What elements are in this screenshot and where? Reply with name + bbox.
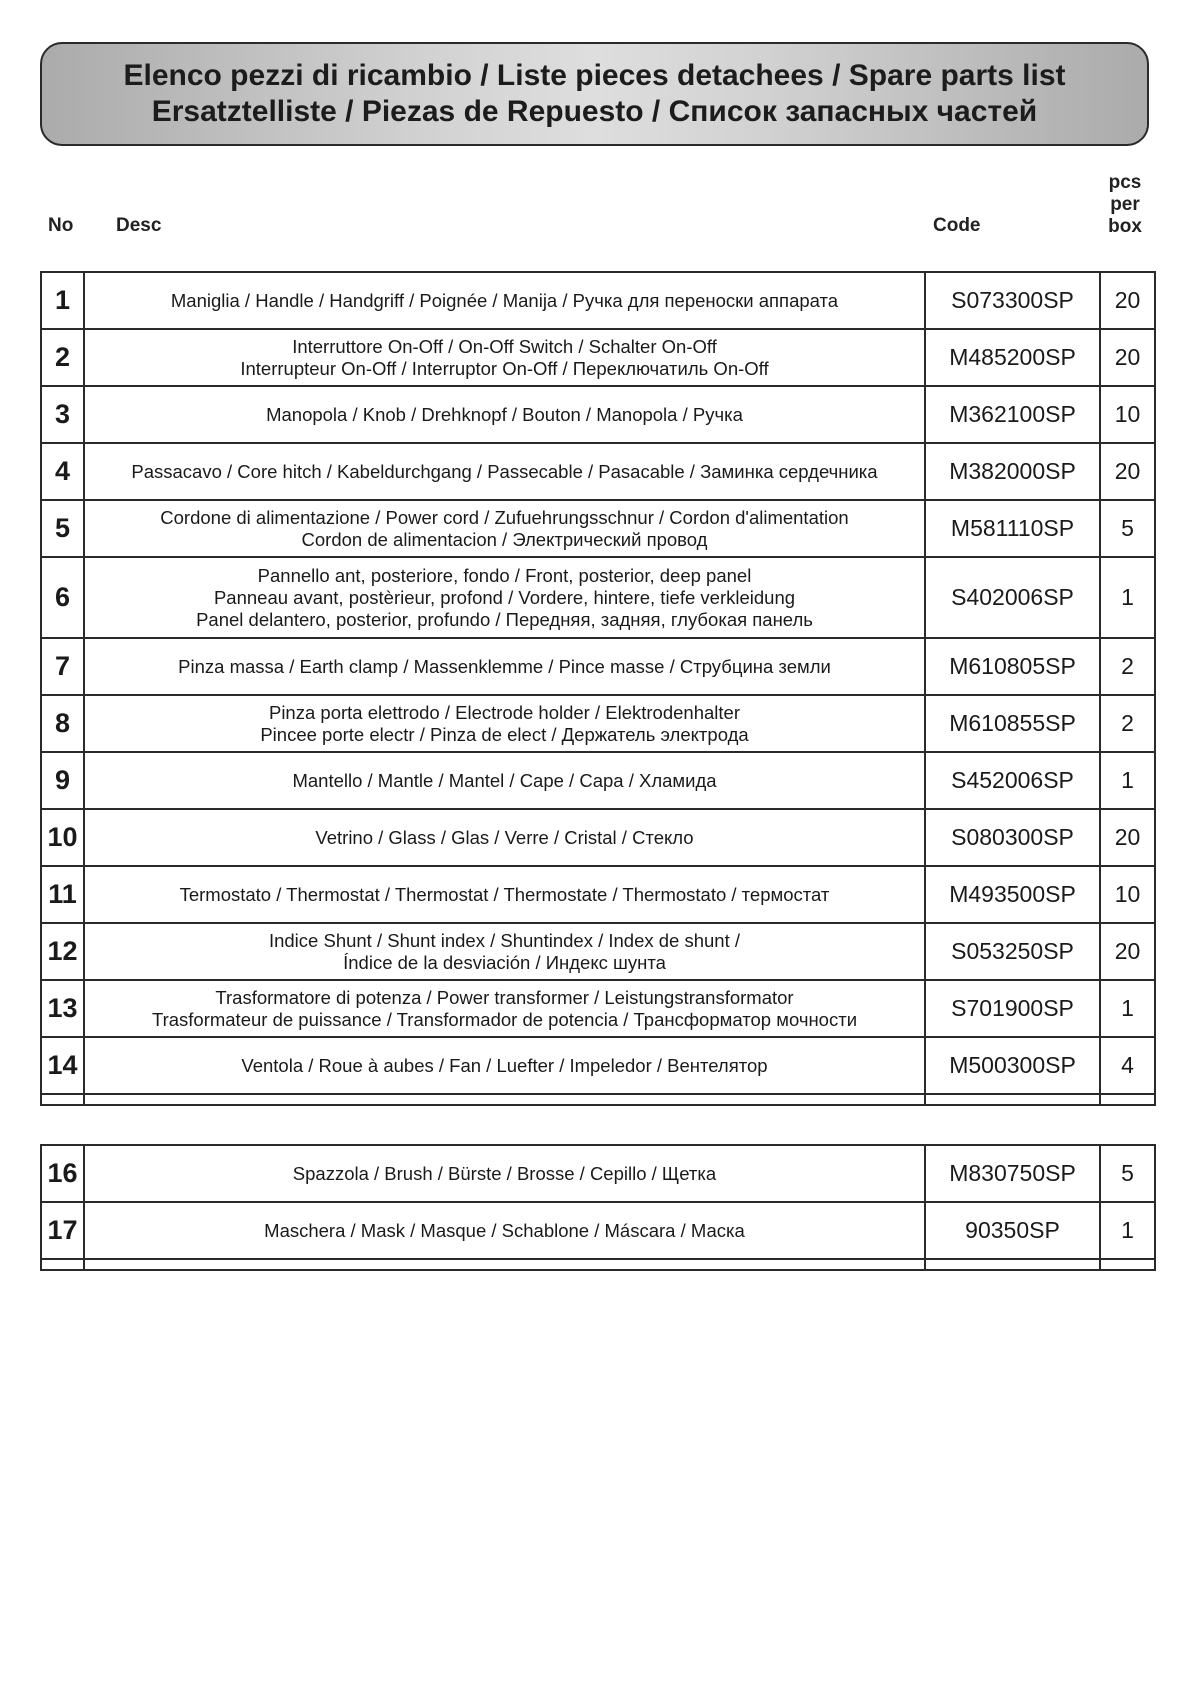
part-description <box>84 443 925 500</box>
empty-cell <box>925 1259 1100 1270</box>
part-code: M493500SP <box>925 866 1100 923</box>
part-number: 3 <box>41 386 84 443</box>
part-code: S452006SP <box>925 752 1100 809</box>
part-description <box>84 980 925 1037</box>
pcs-per-box: 5 <box>1100 500 1155 557</box>
part-number: 10 <box>41 809 84 866</box>
pcs-per-box: 2 <box>1100 638 1155 695</box>
part-code: M610855SP <box>925 695 1100 752</box>
part-number: 5 <box>41 500 84 557</box>
part-description <box>84 866 925 923</box>
pcs-per-box: 4 <box>1100 1037 1155 1094</box>
part-description-line: Interruttore On-Off / On-Off Switch / Schalter On-Off <box>292 335 717 357</box>
table-row <box>41 500 1155 557</box>
pcs-per-box: 20 <box>1100 272 1155 329</box>
pcs-per-box: 1 <box>1100 980 1155 1037</box>
part-description-line: Cordone di alimentazione / Power cord / Zufuehrungsschnur / Cordon d'alimentation <box>160 506 849 528</box>
part-description-line: Trasformateur de puissance / Transformador de potencia / Трансформатор мочности <box>151 1008 858 1030</box>
table-row <box>41 272 1155 329</box>
pcs-per-box: 20 <box>1100 329 1155 386</box>
part-description <box>84 638 925 695</box>
part-description <box>84 500 925 557</box>
part-number: 17 <box>41 1202 84 1259</box>
part-code: 90350SP <box>925 1202 1100 1259</box>
title-banner <box>40 42 1149 146</box>
part-code: S073300SP <box>925 272 1100 329</box>
part-description-line: Panel delantero, posterior, profundo / Передняя, задняя, глубокая панель <box>196 608 813 630</box>
parts-table-main <box>40 271 1156 1106</box>
pcs-per-box: 10 <box>1100 386 1155 443</box>
part-code: S701900SP <box>925 980 1100 1037</box>
part-description-line: Pinza massa / Earth clamp / Massenklemme / Pince masse / Струбцина земли <box>178 655 831 677</box>
part-description-line: Mantello / Mantle / Mantel / Cape / Capa / Хламида <box>292 769 717 791</box>
part-description-line: Termostato / Thermostat / Thermostat / Thermostate / Thermostato / термостат <box>179 883 830 905</box>
pcs-per-box: 1 <box>1100 557 1155 638</box>
part-description <box>84 923 925 980</box>
parts-table-secondary <box>40 1144 1156 1271</box>
table-row <box>41 752 1155 809</box>
part-code: M382000SP <box>925 443 1100 500</box>
part-code: M830750SP <box>925 1145 1100 1202</box>
table-row <box>41 695 1155 752</box>
part-description-line: Panneau avant, postèrieur, profond / Vordere, hintere, tiefe verkleidung <box>213 586 796 608</box>
part-code: S402006SP <box>925 557 1100 638</box>
part-description <box>84 386 925 443</box>
part-description-line: Maniglia / Handle / Handgriff / Poignée / Manija / Ручка для переноски аппарата <box>170 289 839 311</box>
part-description-line: Pannello ant, posteriore, fondo / Front, posterior, deep panel <box>257 564 752 586</box>
part-description <box>84 1145 925 1202</box>
part-code: S053250SP <box>925 923 1100 980</box>
part-description <box>84 695 925 752</box>
title-line-1: Elenco pezzi di ricambio / Liste pieces detachees / Spare parts list <box>123 59 1066 92</box>
part-description-line: Pincee porte electr / Pinza de elect / Держатель электрода <box>260 723 749 745</box>
part-code: M610805SP <box>925 638 1100 695</box>
table-row <box>41 923 1155 980</box>
empty-cell <box>1100 1094 1155 1105</box>
table-row <box>41 866 1155 923</box>
part-code: M485200SP <box>925 329 1100 386</box>
empty-cell <box>41 1259 84 1270</box>
part-description <box>84 1037 925 1094</box>
pcs-per-box: 2 <box>1100 695 1155 752</box>
part-number: 14 <box>41 1037 84 1094</box>
parts-table-main-body <box>41 272 1155 1105</box>
part-number: 7 <box>41 638 84 695</box>
pcs-per-box: 1 <box>1100 752 1155 809</box>
column-header-code: Code <box>933 215 981 236</box>
part-code: S080300SP <box>925 809 1100 866</box>
pcs-per-box: 1 <box>1100 1202 1155 1259</box>
table-row <box>41 557 1155 638</box>
part-description-line: Maschera / Mask / Masque / Schablone / Máscara / Маска <box>264 1219 745 1241</box>
part-description-line: Vetrino / Glass / Glas / Verre / Cristal / Стекло <box>315 826 694 848</box>
column-header-pcs-line: pcs <box>1108 172 1142 193</box>
part-description-line: Indice Shunt / Shunt index / Shuntindex / Index de shunt / <box>268 929 741 951</box>
table-filler-row <box>41 1259 1155 1270</box>
part-number: 13 <box>41 980 84 1037</box>
empty-cell <box>41 1094 84 1105</box>
part-description-line: Cordon de alimentacion / Электрический провод <box>301 528 708 550</box>
pcs-per-box: 20 <box>1100 443 1155 500</box>
column-header-pcs-line: per <box>1110 194 1140 215</box>
parts-table-secondary-body <box>41 1145 1155 1270</box>
part-number: 16 <box>41 1145 84 1202</box>
empty-cell <box>1100 1259 1155 1270</box>
part-description-line: Interrupteur On-Off / Interruptor On-Off / Переключатиль On-Off <box>240 357 769 379</box>
title-line-2: Ersatztelliste / Piezas de Repuesto / Список запасных частей <box>151 95 1038 128</box>
part-code: M500300SP <box>925 1037 1100 1094</box>
part-description <box>84 329 925 386</box>
part-description <box>84 1202 925 1259</box>
table-row <box>41 1202 1155 1259</box>
part-description <box>84 809 925 866</box>
part-number: 11 <box>41 866 84 923</box>
part-number: 2 <box>41 329 84 386</box>
table-row <box>41 980 1155 1037</box>
part-description-line: Manopola / Knob / Drehknopf / Bouton / Manopola / Ручка <box>266 403 743 425</box>
part-code: M362100SP <box>925 386 1100 443</box>
part-number: 1 <box>41 272 84 329</box>
part-description-line: Pinza porta elettrodo / Electrode holder / Elektrodenhalter <box>268 701 740 723</box>
part-description <box>84 752 925 809</box>
pcs-per-box: 20 <box>1100 809 1155 866</box>
part-number: 8 <box>41 695 84 752</box>
pcs-per-box: 10 <box>1100 866 1155 923</box>
table-row <box>41 1037 1155 1094</box>
column-header-desc: Desc <box>116 215 162 236</box>
empty-cell <box>84 1094 925 1105</box>
table-row <box>41 809 1155 866</box>
table-row <box>41 386 1155 443</box>
column-header-pcs-line: box <box>1108 216 1142 237</box>
part-description-line: Spazzola / Brush / Bürste / Brosse / Cepillo / Щетка <box>292 1162 717 1184</box>
part-description-line: Trasformatore di potenza / Power transformer / Leistungstransformator <box>215 986 794 1008</box>
table-row <box>41 443 1155 500</box>
part-description-line: Passacavo / Core hitch / Kabeldurchgang / Passecable / Pasacable / Заминка сердечника <box>131 460 878 482</box>
part-number: 12 <box>41 923 84 980</box>
table-filler-row <box>41 1094 1155 1105</box>
pcs-per-box: 5 <box>1100 1145 1155 1202</box>
empty-cell <box>925 1094 1100 1105</box>
table-row <box>41 1145 1155 1202</box>
part-description-line: Índice de la desviación / Индекс шунта <box>343 951 666 973</box>
part-number: 9 <box>41 752 84 809</box>
column-header-no: No <box>48 215 74 236</box>
part-description <box>84 557 925 638</box>
part-code: M581110SP <box>925 500 1100 557</box>
pcs-per-box: 20 <box>1100 923 1155 980</box>
part-number: 6 <box>41 557 84 638</box>
part-description-line: Ventola / Roue à aubes / Fan / Luefter / Impeledor / Вентелятор <box>241 1054 768 1076</box>
table-row <box>41 329 1155 386</box>
column-header-pcs-per-box <box>1100 172 1150 238</box>
empty-cell <box>84 1259 925 1270</box>
part-description <box>84 272 925 329</box>
part-number: 4 <box>41 443 84 500</box>
table-row <box>41 638 1155 695</box>
